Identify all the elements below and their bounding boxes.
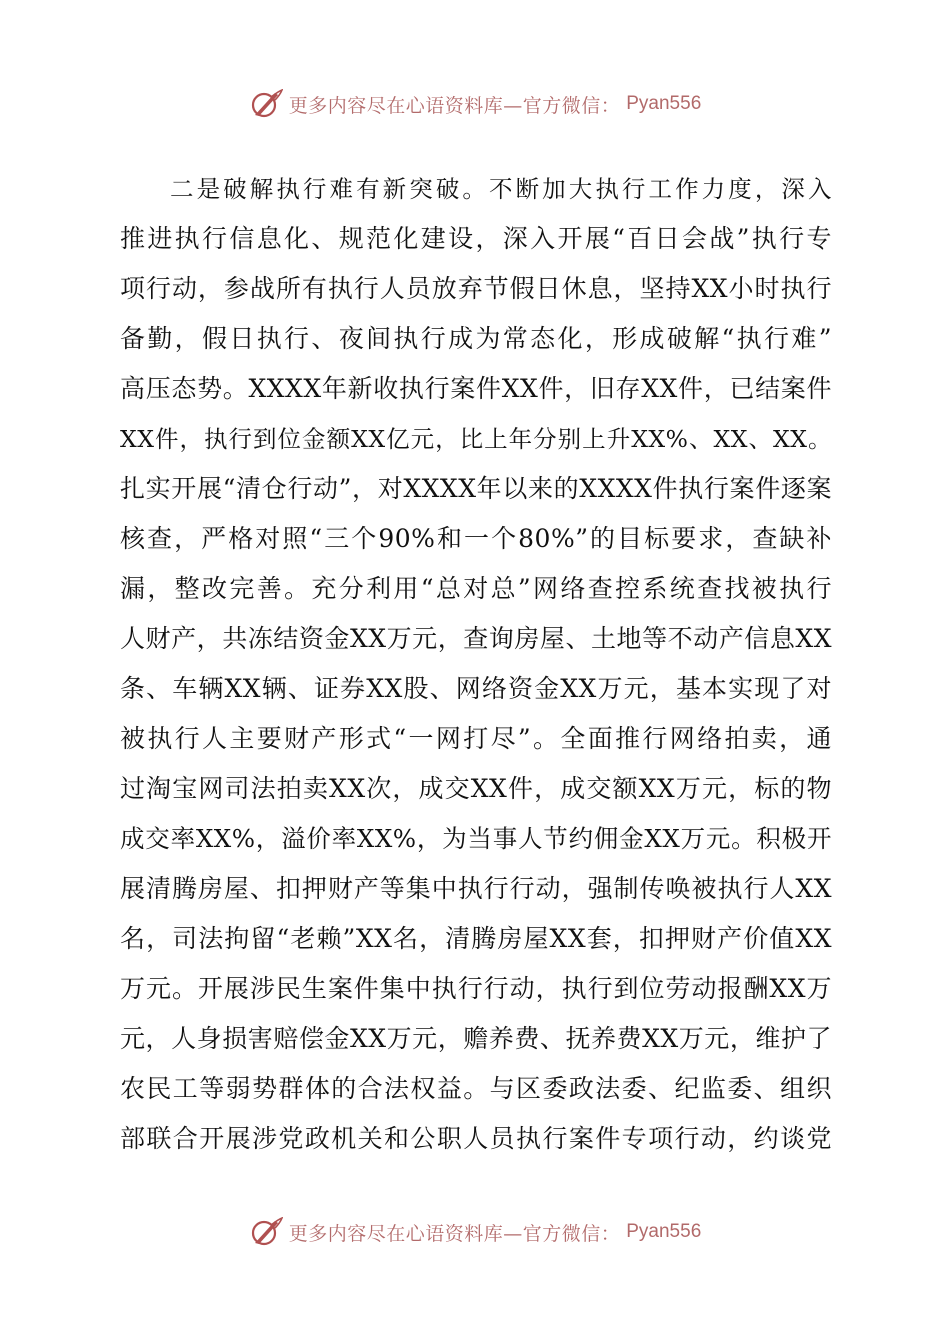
text-line: 成交率XX%，溢价率XX%，为当事人节约佣金XX万元。积极开 (120, 824, 832, 853)
text-line: 人财产，共冻结资金XX万元，查询房屋、土地等不动产信息XX (120, 624, 832, 653)
text-line: XX件，执行到位金额XX亿元，比上年分别上升XX%、XX、XX。 (120, 425, 832, 453)
document-body (120, 164, 832, 1164)
text-line: 被执行人主要财产形式“一网打尽”。全面推行网络拍卖，通 (120, 724, 832, 753)
text-line: 扎实开展“清仓行动”，对XXXX年以来的XXXX件执行案件逐案 (120, 474, 832, 503)
banner-wechat-id: Pyan556 (626, 1221, 702, 1242)
banner-text: 更多内容尽在心语资料库—官方微信： (288, 94, 621, 117)
text-line: 过淘宝网司法拍卖XX次，成交XX件，成交额XX万元，标的物 (120, 774, 832, 803)
text-line: 部联合开展涉党政机关和公职人员执行案件专项行动，约谈党 (120, 1124, 832, 1153)
text-line: 高压态势。XXXX年新收执行案件XX件，旧存XX件，已结案件 (120, 374, 832, 403)
text-line: 漏，整改完善。充分利用“总对总”网络查控系统查找被执行 (120, 574, 832, 603)
text-line: 核查，严格对照“三个90%和一个80%”的目标要求，查缺补 (120, 524, 832, 553)
quill-logo-icon (249, 1217, 283, 1247)
banner-text: 更多内容尽在心语资料库—官方微信： (288, 1222, 621, 1245)
text-line: 元，人身损害赔偿金XX万元，赡养费、抚养费XX万元，维护了 (120, 1024, 832, 1053)
text-line: 展清腾房屋、扣押财产等集中执行行动，强制传唤被执行人XX (120, 874, 832, 903)
footer-watermark-banner (0, 1214, 950, 1250)
text-line: 备勤，假日执行、夜间执行成为常态化，形成破解“执行难” (120, 324, 832, 353)
text-line: 推进执行信息化、规范化建设，深入开展“百日会战”执行专 (120, 224, 832, 253)
quill-logo-icon (249, 89, 283, 119)
text-line: 条、车辆XX辆、证券XX股、网络资金XX万元，基本实现了对 (120, 674, 832, 703)
text-line: 名，司法拘留“老赖”XX名，清腾房屋XX套，扣押财产价值XX (120, 924, 832, 953)
banner-wechat-id: Pyan556 (626, 93, 702, 114)
text-line: 农民工等弱势群体的合法权益。与区委政法委、纪监委、组织 (120, 1074, 832, 1103)
header-watermark-banner (0, 86, 950, 122)
text-line: 二是破解执行难有新突破。不断加大执行工作力度，深入 (170, 175, 832, 203)
text-line: 万元。开展涉民生案件集中执行行动，执行到位劳动报酬XX万 (120, 974, 832, 1003)
text-line: 项行动，参战所有执行人员放弃节假日休息，坚持XX小时执行 (120, 274, 832, 303)
